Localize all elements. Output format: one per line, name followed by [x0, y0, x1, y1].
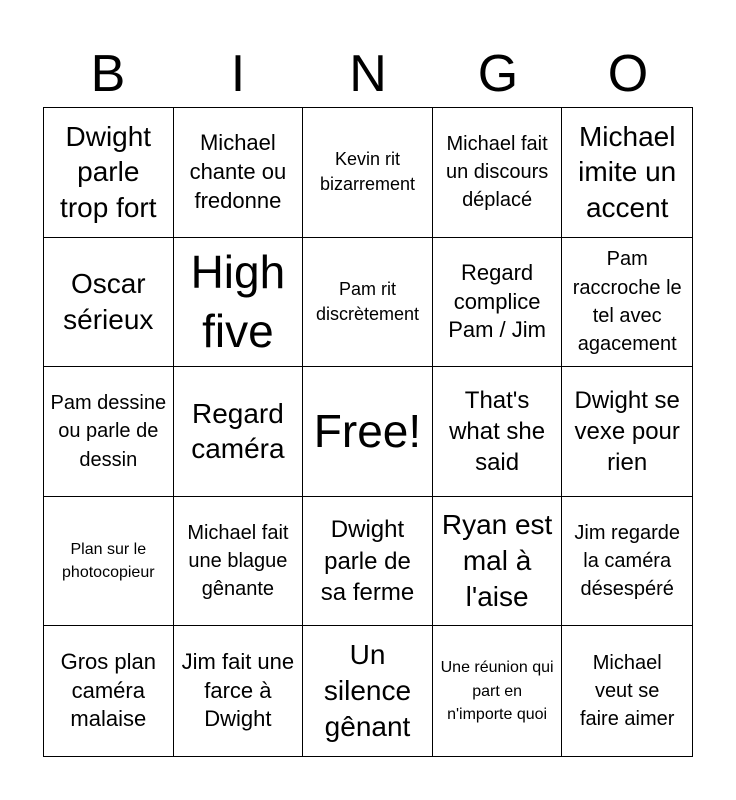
bingo-cell[interactable]: [433, 367, 563, 497]
cell-text: Michael fait un discours déplacé: [445, 132, 549, 212]
bingo-cell[interactable]: [174, 238, 304, 368]
header-letter-o: O: [607, 45, 649, 103]
header-letter-i: I: [230, 45, 246, 103]
cell-text: Michael fait une blague gênante: [187, 521, 289, 601]
free-space-text: Free!: [313, 405, 422, 458]
bingo-cell[interactable]: [562, 626, 692, 756]
bingo-cell[interactable]: [174, 497, 304, 627]
bingo-cell[interactable]: [303, 108, 433, 238]
cell-text: Jim fait une farce à Dwight: [181, 649, 295, 732]
bingo-cell[interactable]: [433, 497, 563, 627]
bingo-cell[interactable]: [44, 238, 174, 368]
cell-text: Pam dessine ou parle de dessin: [50, 391, 167, 471]
bingo-cell[interactable]: [44, 626, 174, 756]
cell-text: Dwight parle trop fort: [60, 120, 157, 224]
cell-text: Jim regarde la caméra désespéré: [574, 521, 680, 601]
bingo-cell[interactable]: [562, 367, 692, 497]
bingo-cell[interactable]: [303, 497, 433, 627]
bingo-cell[interactable]: [303, 238, 433, 368]
cell-text: Pam raccroche le tel avec agacement: [572, 248, 682, 356]
bingo-cell[interactable]: [174, 367, 304, 497]
cell-text: Oscar sérieux: [63, 268, 154, 335]
header-letter-g: G: [477, 45, 519, 103]
cell-text: Pam rit discrètement: [315, 278, 420, 324]
cell-text: That's what she said: [449, 386, 546, 477]
bingo-cell[interactable]: [562, 108, 692, 238]
cell-text: Dwight se vexe pour rien: [574, 386, 680, 477]
free-space-cell[interactable]: [303, 367, 433, 497]
bingo-grid: [43, 107, 693, 757]
cell-text: Plan sur le photocopieur: [62, 540, 155, 582]
header-letter-b: B: [90, 45, 126, 103]
bingo-cell[interactable]: [44, 108, 174, 238]
cell-text: Michael veut se faire aimer: [579, 651, 675, 731]
cell-text: Dwight parle de sa ferme: [320, 516, 415, 606]
bingo-cell[interactable]: [433, 108, 563, 238]
cell-text: Kevin rit bizarrement: [319, 149, 415, 195]
bingo-cell[interactable]: [44, 367, 174, 497]
bingo-cell[interactable]: [433, 626, 563, 756]
cell-text: Michael imite un accent: [578, 120, 677, 224]
header-letter-n: N: [349, 45, 387, 103]
cell-text: High five: [190, 246, 286, 357]
bingo-cell[interactable]: [433, 238, 563, 368]
cell-text: Ryan est mal à l'aise: [441, 509, 553, 612]
bingo-cell[interactable]: [562, 497, 692, 627]
cell-text: Michael chante ou fredonne: [189, 130, 287, 213]
bingo-cell[interactable]: [44, 497, 174, 627]
cell-text: Un silence gênant: [323, 639, 412, 743]
bingo-cell[interactable]: [562, 238, 692, 368]
bingo-header: [43, 40, 693, 108]
cell-text: Regard complice Pam / Jim: [448, 260, 546, 343]
cell-text: Une réunion qui part en n'importe quoi: [440, 659, 554, 723]
bingo-cell[interactable]: [303, 626, 433, 756]
cell-text: Regard caméra: [191, 397, 285, 465]
bingo-cell[interactable]: [174, 108, 304, 238]
bingo-cell[interactable]: [174, 626, 304, 756]
cell-text: Gros plan caméra malaise: [60, 649, 156, 732]
